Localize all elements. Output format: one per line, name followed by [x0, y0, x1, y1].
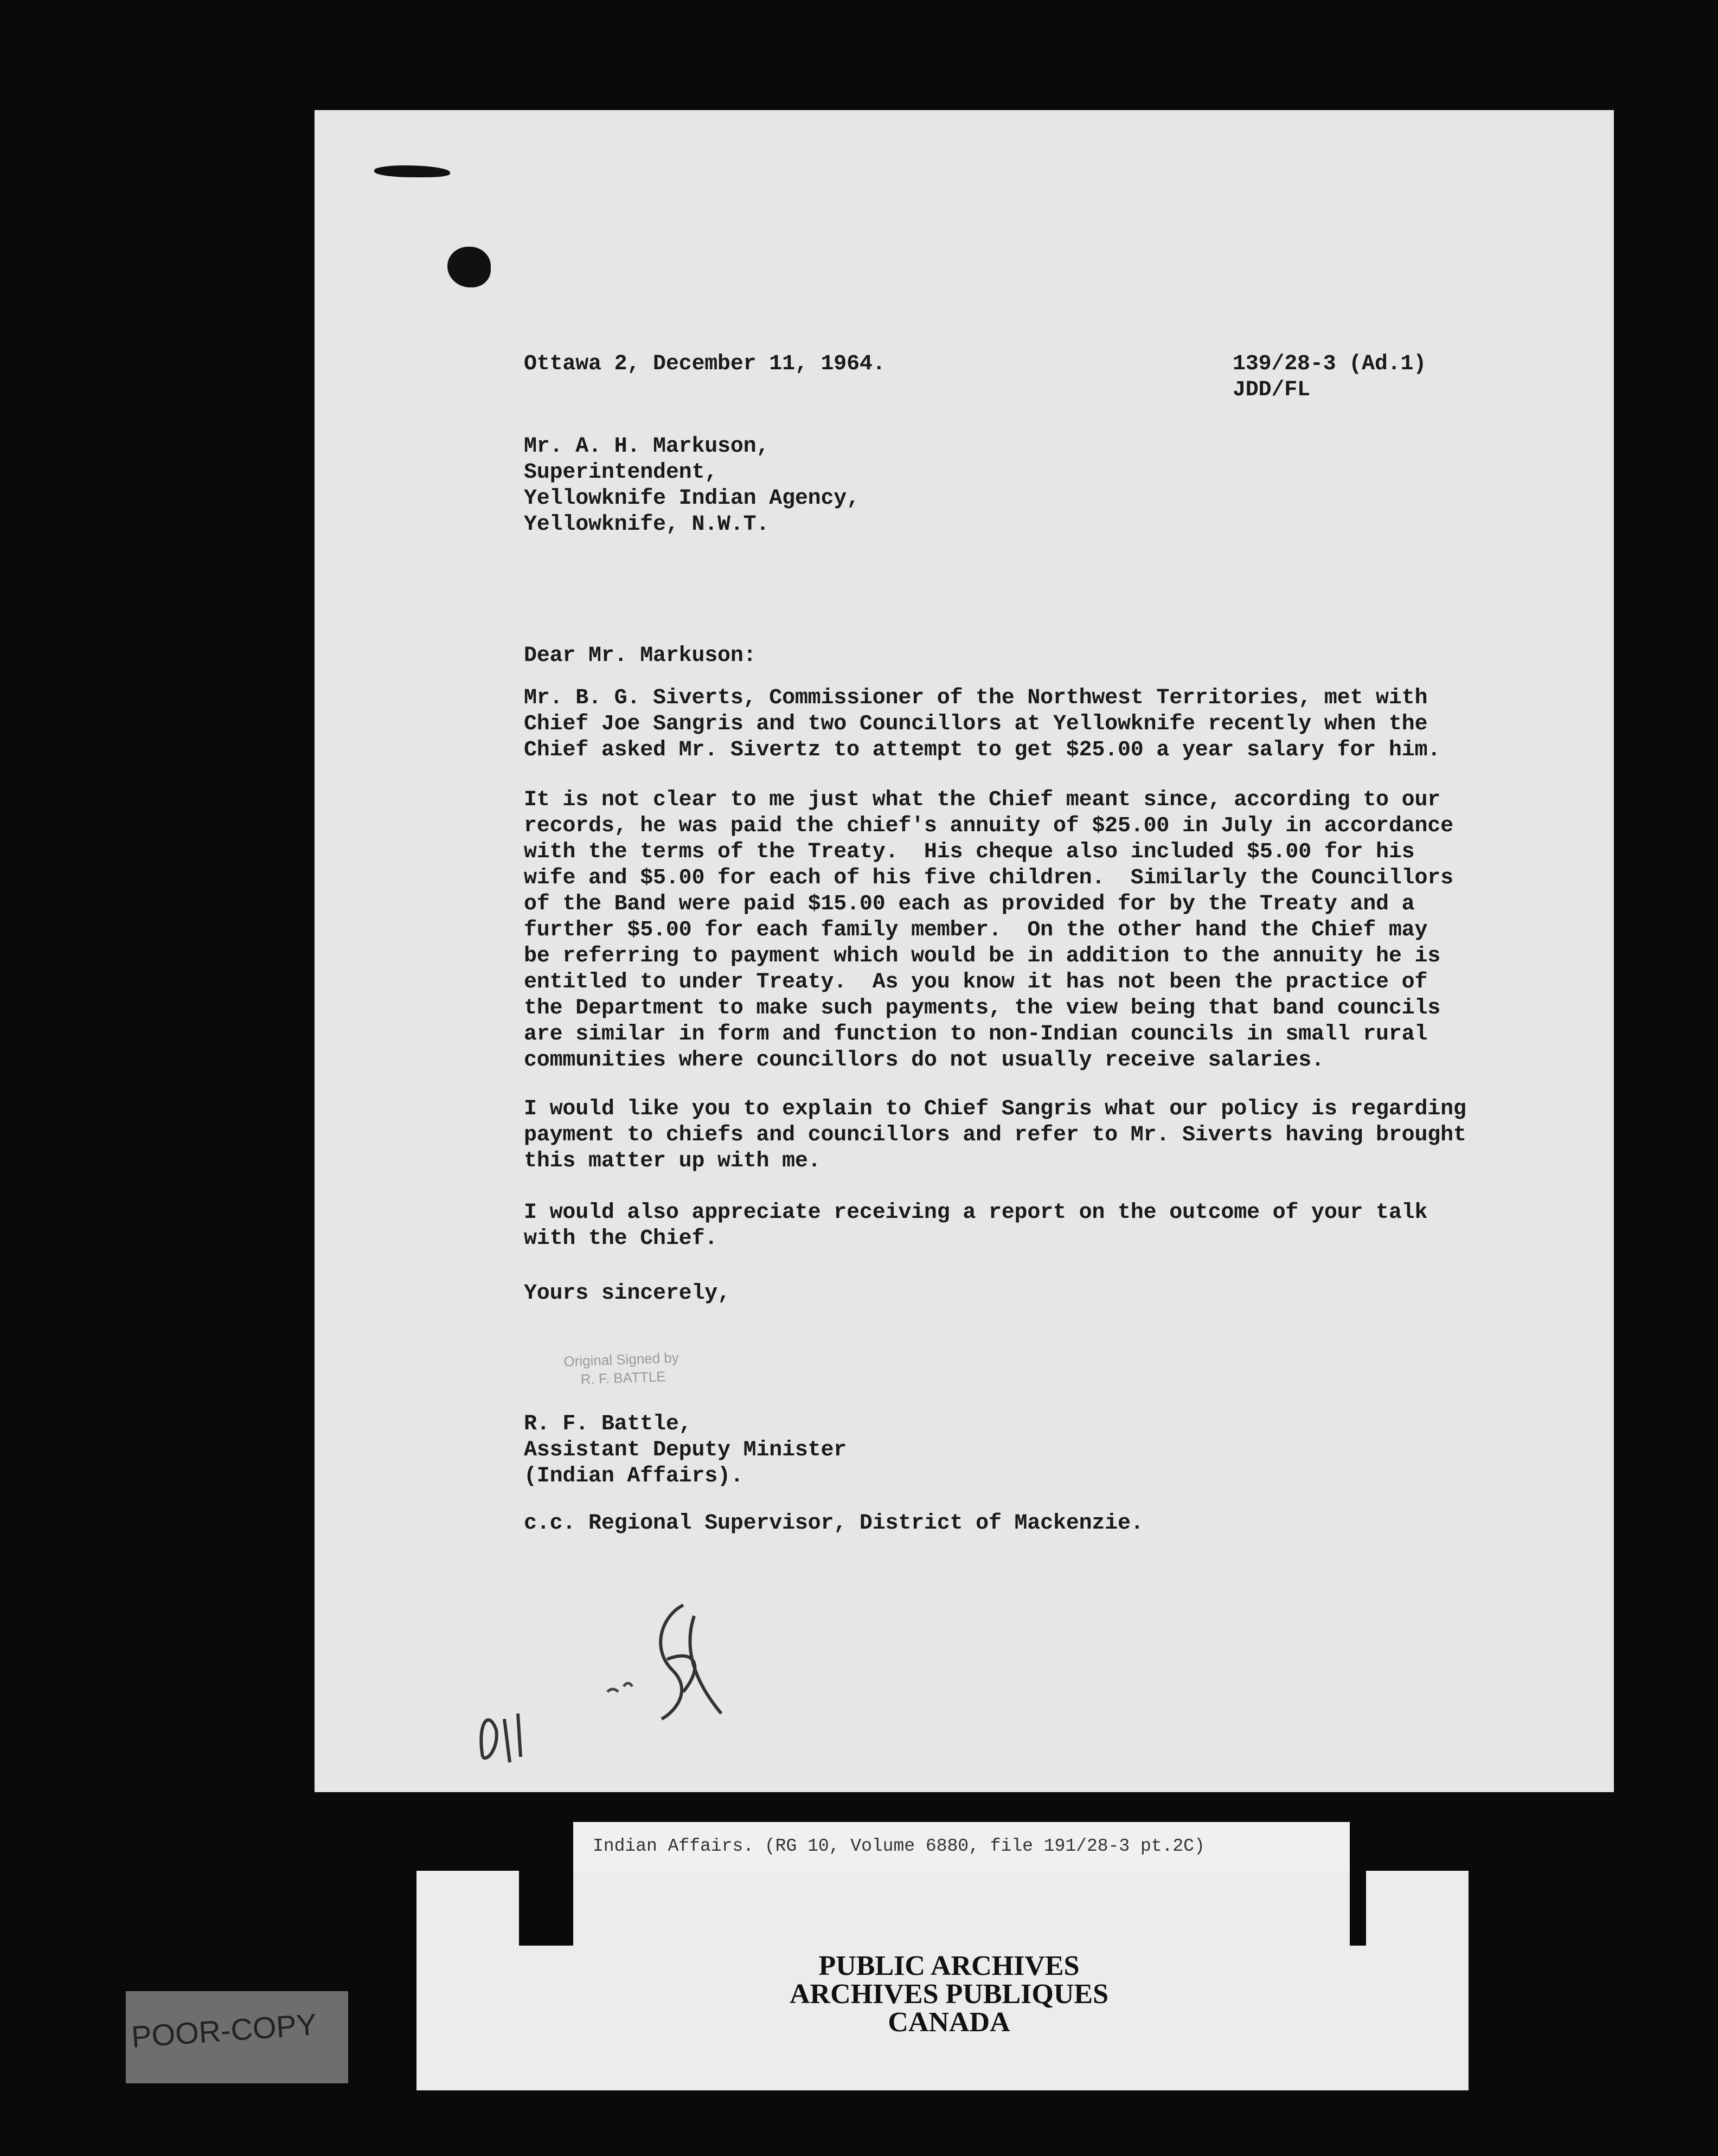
- signature-stamp: [563, 1348, 680, 1389]
- carbon-copy: c.c. Regional Supervisor, District of Mackenzie.: [524, 1511, 1144, 1536]
- stamp-line: R. F. BATTLE: [580, 1368, 666, 1388]
- archive-citation: Indian Affairs. (RG 10, Volume 6880, file 191/28-3 pt.2C): [593, 1836, 1205, 1856]
- text-line: with the Chief.: [524, 1227, 718, 1251]
- label-gap: [1350, 1853, 1366, 1946]
- text-line: wife and $5.00 for each of his five children. Similarly the Councillors: [524, 866, 1453, 890]
- file-reference: 139/28-3 (Ad.1): [1233, 352, 1427, 376]
- text-line: be referring to payment which would be in addition to the annuity he is: [524, 944, 1441, 968]
- address-line: Superintendent,: [524, 460, 718, 485]
- closing: Yours sincerely,: [524, 1281, 730, 1306]
- handwriting-stroke: [607, 1683, 632, 1692]
- poor-copy-label: [126, 1991, 348, 2083]
- paragraph-2: [524, 787, 1453, 1074]
- text-line: Mr. B. G. Siverts, Commissioner of the Northwest Territories, met with: [524, 686, 1428, 710]
- address-line: Yellowknife Indian Agency,: [524, 486, 860, 511]
- text-line: I would also appreciate receiving a report on the outcome of your talk: [524, 1201, 1428, 1225]
- public-archives-stamp: [759, 1952, 1139, 2037]
- salutation: Dear Mr. Markuson:: [524, 644, 757, 668]
- archive-citation-label: [573, 1822, 1350, 1871]
- text-line: I would like you to explain to Chief Sangris what our policy is regarding: [524, 1097, 1466, 1121]
- text-line: communities where councillors do not usually receive salaries.: [524, 1048, 1324, 1073]
- signer-department: (Indian Affairs).: [524, 1464, 743, 1488]
- text-line: entitled to under Treaty. As you know it has not been the practice of: [524, 970, 1428, 994]
- signature-block: [524, 1411, 847, 1490]
- text-line: with the terms of the Treaty. His cheque also included $5.00 for his: [524, 840, 1415, 864]
- stamp-line: Original Signed by: [563, 1349, 679, 1370]
- text-line: Chief Joe Sangris and two Councillors at Yellowknife recently when the: [524, 712, 1428, 736]
- handwriting-stroke: [661, 1605, 721, 1719]
- text-line: are similar in form and function to non-Indian councils in small rural: [524, 1022, 1428, 1047]
- text-line: It is not clear to me just what the Chief meant since, according to our: [524, 788, 1441, 812]
- stamp-line: PUBLIC ARCHIVES: [818, 1950, 1080, 1981]
- text-line: Chief asked Mr. Sivertz to attempt to get $25.00 a year salary for him.: [524, 738, 1441, 762]
- recipient-address: [524, 434, 860, 538]
- text-line: the Department to make such payments, the view being that band councils: [524, 996, 1441, 1021]
- signer-name: R. F. Battle,: [524, 1412, 692, 1436]
- paragraph-3: [524, 1096, 1466, 1175]
- punch-hole-mark: [447, 247, 491, 287]
- place-date: Ottawa 2, December 11, 1964.: [524, 352, 886, 376]
- signer-title: Assistant Deputy Minister: [524, 1438, 847, 1462]
- typist-initials: JDD/FL: [1233, 378, 1310, 402]
- text-line: this matter up with me.: [524, 1149, 821, 1173]
- address-line: Mr. A. H. Markuson,: [524, 434, 770, 459]
- paragraph-4: [524, 1200, 1427, 1252]
- stamp-line: ARCHIVES PUBLIQUES: [789, 1979, 1109, 2010]
- handwritten-initials: [466, 1583, 770, 1779]
- text-line: further $5.00 for each family member. On the other hand the Chief may: [524, 918, 1428, 942]
- stamp-line: CANADA: [888, 2007, 1010, 2038]
- text-line: records, he was paid the chief's annuity of $25.00 in July in accordance: [524, 814, 1453, 838]
- handwriting-stroke: [481, 1714, 521, 1762]
- text-line: payment to chiefs and councillors and refer to Mr. Siverts having brought: [524, 1123, 1466, 1147]
- text-line: of the Band were paid $15.00 each as provided for by the Treaty and a: [524, 892, 1415, 916]
- label-gap: [519, 1853, 573, 1946]
- paragraph-1: [524, 685, 1440, 763]
- poor-copy-text: POOR-COPY: [130, 2007, 318, 2054]
- address-line: Yellowknife, N.W.T.: [524, 512, 770, 537]
